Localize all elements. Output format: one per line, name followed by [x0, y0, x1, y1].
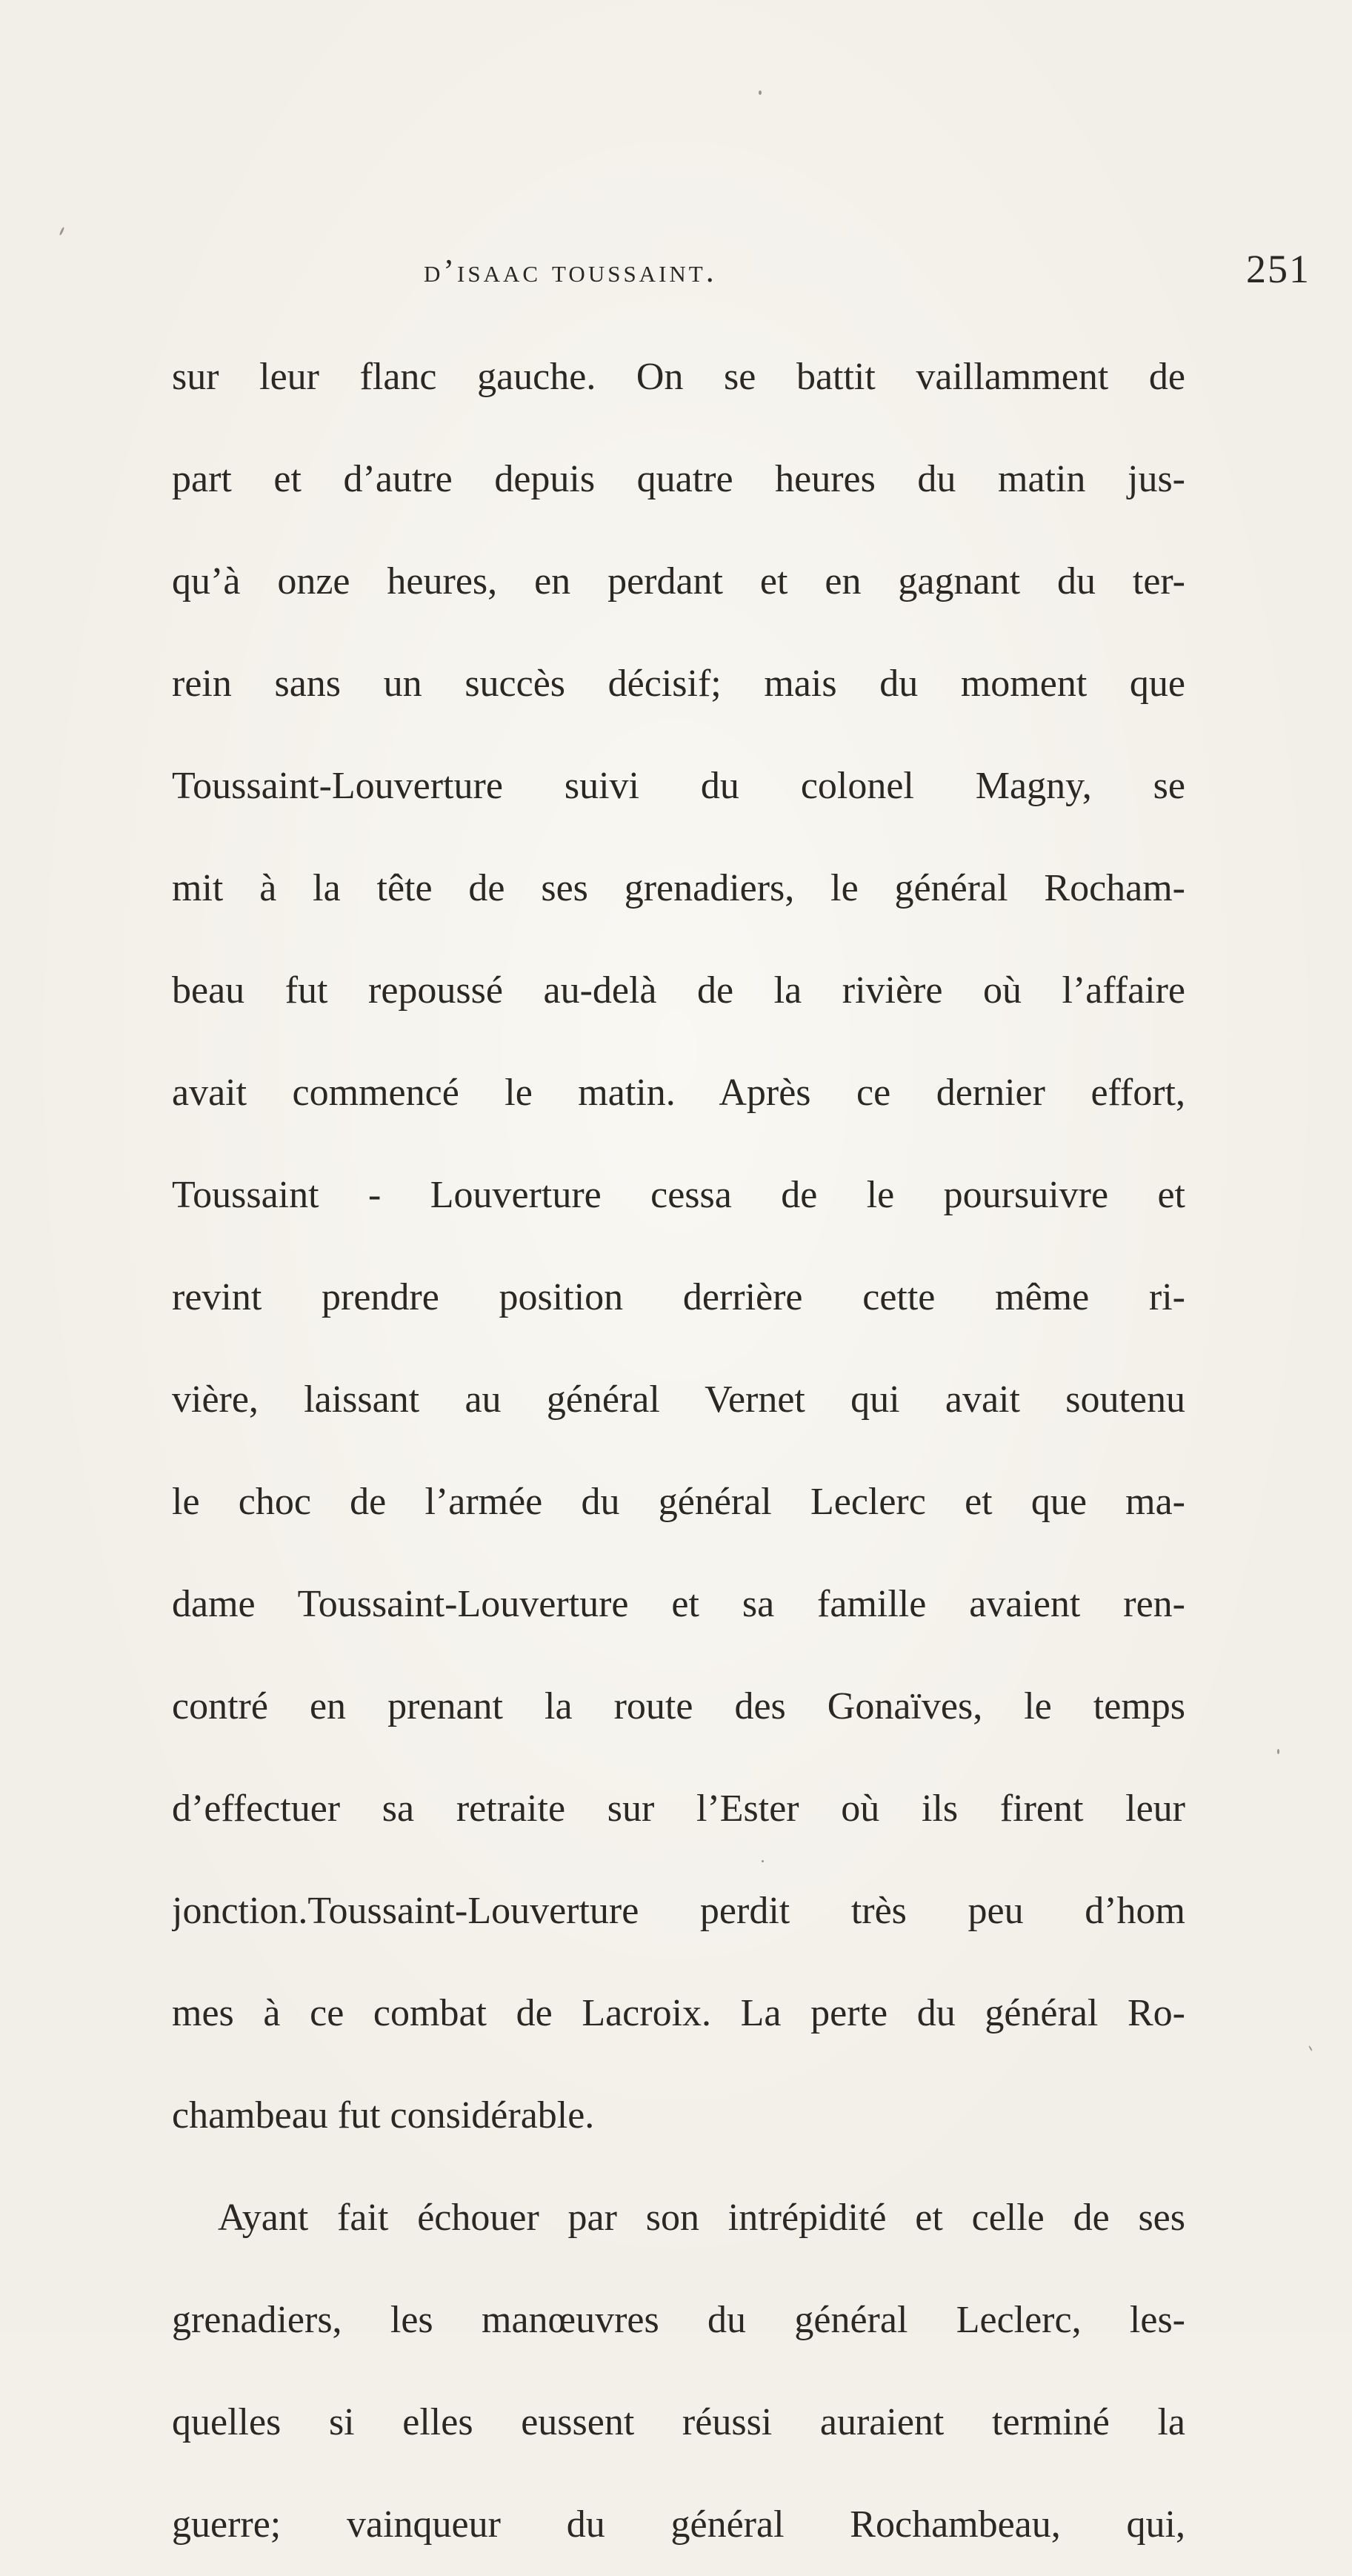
text-line: revint prendre position derrière cette même ri-	[172, 1276, 1185, 1318]
paragraph-end-line: chambeau fut considérable.	[172, 2094, 595, 2137]
text-line: sur leur flanc gauche. On se battit vaillamment de	[172, 356, 1185, 398]
text-line: le choc de l’armée du général Leclerc et que ma-	[172, 1481, 1185, 1523]
paper-speck	[762, 1860, 764, 1862]
body-text	[172, 326, 1185, 2576]
text-line: dame Toussaint-Louverture et sa famille avaient ren-	[172, 1583, 1185, 1625]
text-line: vière, laissant au général Vernet qui avait soutenu	[172, 1378, 1185, 1421]
paper-speck	[1277, 1749, 1279, 1754]
text-line: d’effectuer sa retraite sur l’Ester où ils firent leur	[172, 1787, 1185, 1830]
paper-speck	[1308, 2045, 1313, 2051]
text-line: part et d’autre depuis quatre heures du matin jus-	[172, 458, 1185, 500]
text-line: quelles si elles eussent réussi auraient terminé la	[172, 2401, 1185, 2443]
running-head	[0, 246, 1352, 298]
text-line: jonction.Toussaint-Louverture perdit très peu d’hom	[172, 1890, 1185, 1932]
text-line: qu’à onze heures, en perdant et en gagnant du ter-	[172, 560, 1185, 602]
page-number: 251	[1246, 247, 1311, 291]
text-line: mes à ce combat de Lacroix. La perte du général Ro-	[172, 1992, 1185, 2034]
text-line: avait commencé le matin. Après ce dernier effort,	[172, 1072, 1185, 1114]
text-line: beau fut repoussé au-delà de la rivière où l’affaire	[172, 969, 1185, 1012]
text-line: mit à la tête de ses grenadiers, le général Rocham-	[172, 867, 1185, 909]
text-line: contré en prenant la route des Gonaïves, le temps	[172, 1685, 1185, 1727]
paper-speck	[759, 90, 762, 95]
text-line: grenadiers, les manœuvres du général Leclerc, les-	[172, 2299, 1185, 2341]
text-line: Toussaint-Louverture suivi du colonel Magny, se	[172, 765, 1185, 807]
paragraph-start-line: Ayant fait échouer par son intrépidité et celle de ses	[218, 2197, 1185, 2239]
text-line: guerre; vainqueur du général Rochambeau, qui,	[172, 2503, 1185, 2546]
running-title: d’isaac toussaint.	[424, 253, 717, 289]
text-line: rein sans un succès décisif; mais du moment que	[172, 663, 1185, 705]
paper-speck	[59, 227, 65, 236]
text-line: Toussaint - Louverture cessa de le poursuivre et	[172, 1174, 1185, 1216]
